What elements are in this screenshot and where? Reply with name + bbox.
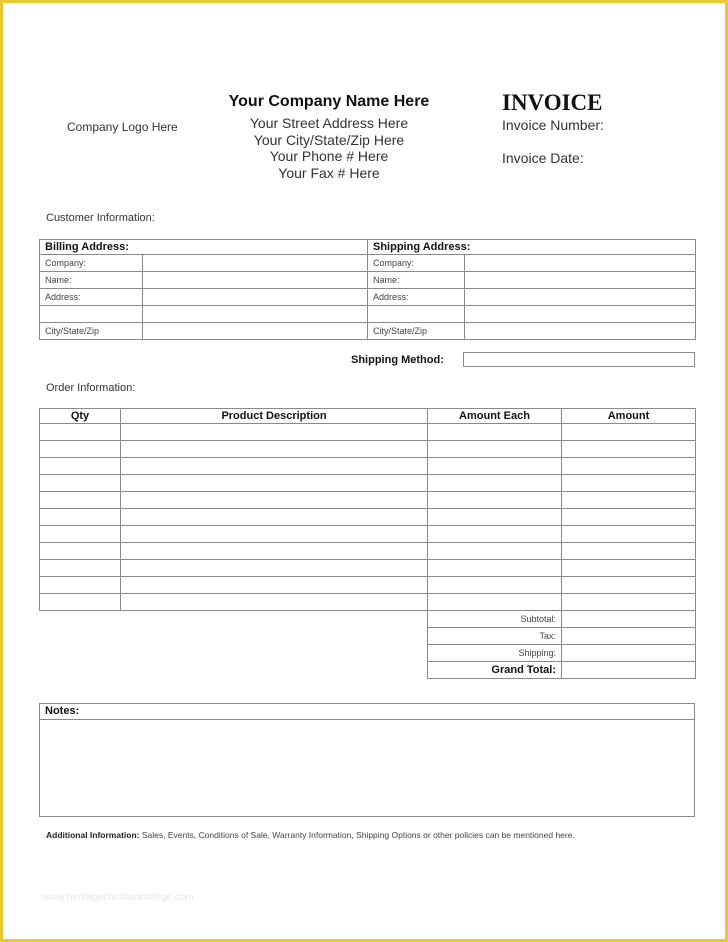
address-row-name — [40, 272, 696, 289]
description-cell[interactable] — [121, 577, 428, 594]
description-cell[interactable] — [121, 526, 428, 543]
amount-cell[interactable] — [562, 441, 696, 458]
amount-cell[interactable] — [562, 509, 696, 526]
description-cell[interactable] — [121, 492, 428, 509]
qty-cell[interactable] — [40, 577, 121, 594]
shipping-method-field[interactable] — [463, 352, 695, 367]
qty-cell[interactable] — [40, 543, 121, 560]
amount-each-cell[interactable] — [428, 594, 562, 611]
amount-each-cell[interactable] — [428, 475, 562, 492]
address-row-address — [40, 289, 696, 306]
description-cell[interactable] — [121, 543, 428, 560]
amount-cell[interactable] — [562, 492, 696, 509]
shipping-address-label: Address: — [368, 289, 465, 306]
qty-cell[interactable] — [40, 560, 121, 577]
company-info — [203, 93, 455, 181]
shipping-city-field[interactable] — [465, 323, 696, 340]
shipping-address2-label — [368, 306, 465, 323]
order-row — [40, 594, 696, 611]
billing-name-field[interactable] — [143, 272, 368, 289]
amount-each-cell[interactable] — [428, 441, 562, 458]
address-row-company — [40, 255, 696, 272]
grand-total-field[interactable] — [562, 662, 696, 679]
qty-cell[interactable] — [40, 492, 121, 509]
order-header-row — [40, 409, 696, 424]
watermark-text: www.heritagechristiancollege.com — [43, 892, 194, 903]
order-row — [40, 509, 696, 526]
qty-cell[interactable] — [40, 509, 121, 526]
billing-city-field[interactable] — [143, 323, 368, 340]
amount-each-cell[interactable] — [428, 509, 562, 526]
order-row — [40, 526, 696, 543]
amount-cell[interactable] — [562, 594, 696, 611]
tax-label: Tax: — [428, 628, 562, 645]
amount-each-cell[interactable] — [428, 543, 562, 560]
order-row — [40, 458, 696, 475]
subtotal-row — [428, 611, 696, 628]
description-cell[interactable] — [121, 424, 428, 441]
shipping-name-field[interactable] — [465, 272, 696, 289]
phone-number: Your Phone # Here — [269, 148, 389, 164]
company-logo-placeholder: Company Logo Here — [67, 120, 178, 134]
billing-address-label: Address: — [40, 289, 143, 306]
order-row — [40, 424, 696, 441]
notes-box — [39, 703, 695, 817]
qty-cell[interactable] — [40, 526, 121, 543]
order-row — [40, 543, 696, 560]
additional-information — [46, 830, 575, 840]
qty-cell[interactable] — [40, 424, 121, 441]
billing-city-label: City/State/Zip — [40, 323, 143, 340]
subtotal-field[interactable] — [562, 611, 696, 628]
billing-address2-field[interactable] — [143, 306, 368, 323]
order-row — [40, 560, 696, 577]
order-row — [40, 475, 696, 492]
amount-each-cell[interactable] — [428, 492, 562, 509]
order-table — [39, 408, 696, 611]
amount-each-cell[interactable] — [428, 577, 562, 594]
shipping-field[interactable] — [562, 645, 696, 662]
order-row — [40, 441, 696, 458]
description-cell[interactable] — [121, 594, 428, 611]
tax-row — [428, 628, 696, 645]
fax-number: Your Fax # Here — [278, 164, 380, 181]
company-name: Your Company Name Here — [228, 93, 430, 110]
city-state-zip: Your City/State/Zip Here — [253, 131, 405, 148]
amount-cell[interactable] — [562, 577, 696, 594]
amount-cell[interactable] — [562, 526, 696, 543]
invoice-number-label: Invoice Number: — [502, 117, 604, 133]
shipping-address2-field[interactable] — [465, 306, 696, 323]
shipping-address-header: Shipping Address: — [368, 240, 696, 255]
subtotal-label: Subtotal: — [428, 611, 562, 628]
street-address: Your Street Address Here — [249, 115, 409, 131]
shipping-row — [428, 645, 696, 662]
amount-cell[interactable] — [562, 560, 696, 577]
billing-address-field[interactable] — [143, 289, 368, 306]
amount-column-header: Amount — [562, 409, 696, 424]
description-cell[interactable] — [121, 441, 428, 458]
qty-cell[interactable] — [40, 441, 121, 458]
description-cell[interactable] — [121, 475, 428, 492]
order-information-label: Order Information: — [46, 382, 136, 394]
amount-cell[interactable] — [562, 543, 696, 560]
notes-field[interactable] — [40, 720, 694, 817]
notes-label: Notes: — [40, 704, 694, 720]
qty-cell[interactable] — [40, 458, 121, 475]
address-header-row — [40, 240, 696, 255]
description-cell[interactable] — [121, 458, 428, 475]
amount-cell[interactable] — [562, 475, 696, 492]
grand-total-row — [428, 662, 696, 679]
address-row-address-2 — [40, 306, 696, 323]
shipping-company-field[interactable] — [465, 255, 696, 272]
billing-name-label: Name: — [40, 272, 143, 289]
billing-address-header: Billing Address: — [40, 240, 368, 255]
qty-cell[interactable] — [40, 475, 121, 492]
invoice-date-label: Invoice Date: — [502, 150, 584, 166]
amount-each-column-header: Amount Each — [428, 409, 562, 424]
qty-cell[interactable] — [40, 594, 121, 611]
totals-table — [427, 610, 696, 679]
amount-each-cell[interactable] — [428, 424, 562, 441]
grand-total-label: Grand Total: — [428, 662, 562, 679]
amount-each-cell[interactable] — [428, 560, 562, 577]
additional-information-text: Sales, Events, Conditions of Sale, Warranty Information, Shipping Options or other policies can be mentioned here. — [141, 830, 575, 840]
address-row-city — [40, 323, 696, 340]
amount-each-cell[interactable] — [428, 458, 562, 475]
shipping-name-label: Name: — [368, 272, 465, 289]
shipping-city-label: City/State/Zip — [368, 323, 465, 340]
description-cell[interactable] — [121, 509, 428, 526]
billing-company-label: Company: — [40, 255, 143, 272]
qty-column-header: Qty — [40, 409, 121, 424]
order-row — [40, 577, 696, 594]
description-column-header: Product Description — [121, 409, 428, 424]
amount-cell[interactable] — [562, 458, 696, 475]
shipping-method-label: Shipping Method: — [351, 354, 444, 366]
tax-field[interactable] — [562, 628, 696, 645]
additional-information-label: Additional Information: — [46, 830, 140, 840]
amount-cell[interactable] — [562, 424, 696, 441]
billing-company-field[interactable] — [143, 255, 368, 272]
description-cell[interactable] — [121, 560, 428, 577]
shipping-address-field[interactable] — [465, 289, 696, 306]
shipping-company-label: Company: — [368, 255, 465, 272]
shipping-label: Shipping: — [428, 645, 562, 662]
order-row — [40, 492, 696, 509]
billing-address2-label — [40, 306, 143, 323]
customer-information-label: Customer Information: — [46, 212, 155, 224]
invoice-title: INVOICE — [502, 90, 603, 115]
customer-address-table — [39, 239, 696, 340]
amount-each-cell[interactable] — [428, 526, 562, 543]
